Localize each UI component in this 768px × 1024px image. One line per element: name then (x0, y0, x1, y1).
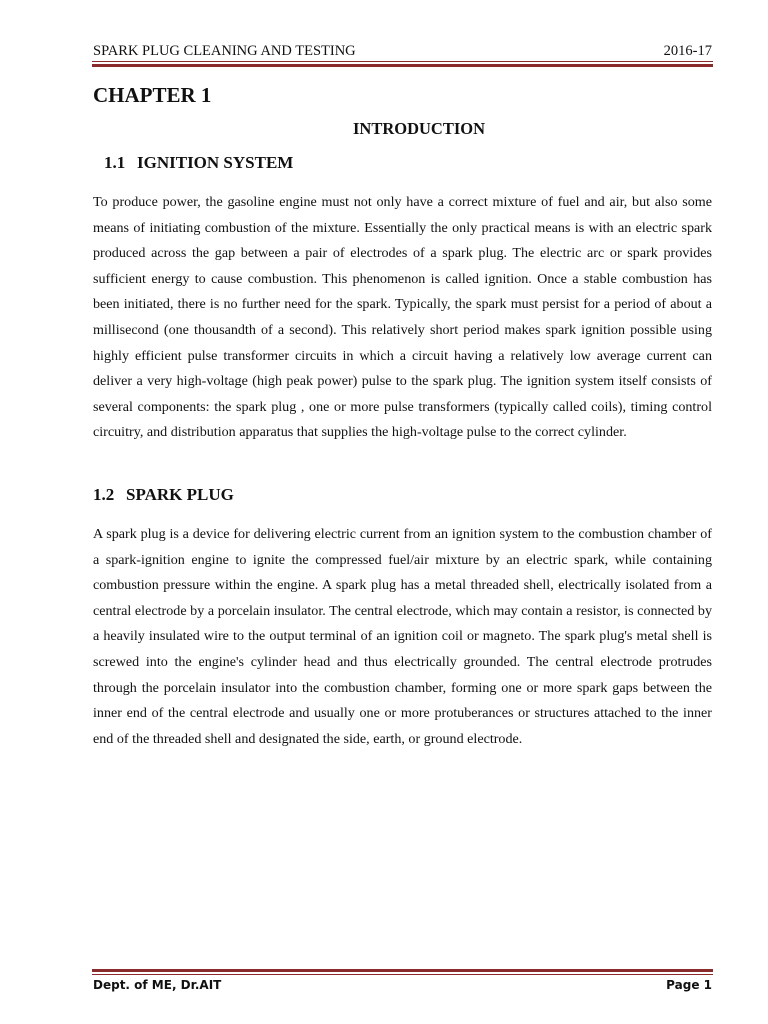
page-header (93, 42, 712, 60)
header-title: SPARK PLUG CLEANING AND TESTING (93, 43, 356, 59)
page-footer (93, 976, 712, 994)
section-heading (104, 152, 293, 174)
section-number: 1.2 (93, 485, 115, 504)
chapter-subtitle: INTRODUCTION (352, 119, 486, 138)
footer-rule-thick (92, 969, 713, 972)
chapter-label: CHAPTER 1 (93, 83, 212, 107)
section-heading (93, 484, 234, 506)
footer-department: Dept. of ME, Dr.AIT (93, 978, 222, 992)
header-rule-thin (92, 61, 713, 62)
section-number: 1.1 (104, 153, 126, 172)
header-year: 2016-17 (663, 43, 712, 59)
section-title: IGNITION SYSTEM (137, 153, 294, 172)
section-title: SPARK PLUG (126, 485, 234, 504)
header-rule-thick (92, 64, 713, 67)
section-body: To produce power, the gasoline engine must not only have a correct mixture of fuel and air, but also some means of initiating combustion of the mixture. Essentially the only practical means is with an electric spark produced across the gap between a pair of electrodes of a spark plug. The electric arc or spark provides sufficient energy to cause combustion. This phenomenon is called ignition. Once a stable combustion has been initiated, there is no further need for the spark. Typically, the spark must persist for a period of about a millisecond (one thousandth of a second). This relatively short period makes spark ignition possible using highly efficient pulse transformer circuits in which a circuit having a relatively low average current can deliver a very high-voltage (high peak power) pulse to the spark plug. The ignition system itself consists of several components: the spark plug , one or more pulse transformers (typically called coils), timing control circuitry, and distribution apparatus that supplies the high-voltage pulse to the correct cylinder. (93, 194, 712, 441)
page-number: Page 1 (666, 978, 712, 992)
section-body: A spark plug is a device for delivering electric current from an ignition system to the combustion chamber of a spark-ignition engine to ignite the compressed fuel/air mixture by an electric spark, while containing combustion pressure within the engine. A spark plug has a metal threaded shell, electrically isolated from a central electrode by a porcelain insulator. The central electrode, which may contain a resistor, is connected by a heavily insulated wire to the output terminal of an ignition coil or magneto. The spark plug's metal shell is screwed into the engine's cylinder head and thus electrically grounded. The central electrode protrudes through the porcelain insulator into the combustion chamber, forming one or more spark gaps between the inner end of the central electrode and usually one or more protuberances or structures attached to the inner end of the threaded shell and designated the side, earth, or ground electrode. (93, 526, 712, 747)
footer-rule-thin (92, 974, 713, 975)
